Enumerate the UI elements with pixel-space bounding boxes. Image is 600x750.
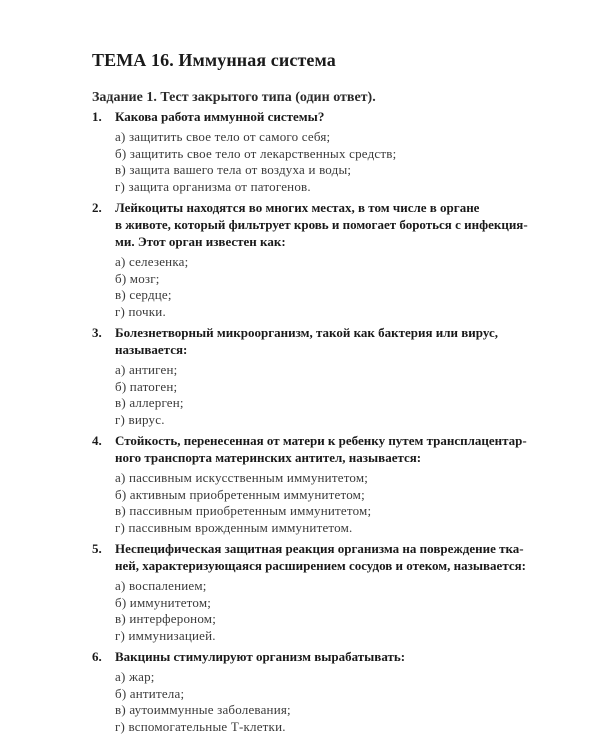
question-text-line: Стойкость, перенесенная от матери к ребенку путем трансплацентар- (115, 433, 527, 448)
answer-option: в) аллерген; (115, 395, 184, 410)
question-text-line: Болезнетворный микроорганизм, такой как бактерия или вирус, (115, 325, 498, 340)
question-4 (92, 432, 532, 536)
question-5 (92, 540, 532, 644)
answer-option: а) жар; (115, 669, 155, 684)
question-text-line: Вакцины стимулируют организм вырабатывать: (115, 649, 406, 664)
question-list (92, 108, 532, 739)
question-2 (92, 199, 532, 320)
question-number: 2. (92, 200, 102, 215)
question-text (115, 648, 405, 665)
question-text (115, 432, 527, 466)
question-text-line: Лейкоциты находятся во многих местах, в том числе в органе (115, 200, 480, 215)
question-text (115, 199, 528, 250)
question-text-line: называется: (115, 342, 188, 357)
answer-option: б) активным приобретенным иммунитетом; (115, 486, 365, 502)
question-header (92, 648, 532, 665)
question-text (115, 108, 324, 125)
answer-options (115, 470, 532, 536)
answer-options (115, 362, 532, 428)
question-6 (92, 648, 532, 735)
question-header (92, 199, 532, 250)
question-text-line: ного транспорта материнских антител, называется: (115, 450, 422, 465)
question-1 (92, 108, 532, 195)
answer-option: г) пассивным врожденным иммунитетом. (115, 519, 353, 535)
question-text-line: ми. Этот орган известен как: (115, 234, 286, 249)
question-3 (92, 324, 532, 428)
answer-option: в) сердце; (115, 287, 172, 302)
question-number: 4. (92, 433, 102, 448)
question-header (92, 432, 532, 466)
answer-option: в) защита вашего тела от воздуха и воды; (115, 162, 352, 177)
answer-options (115, 578, 532, 644)
answer-option: г) вирус. (115, 411, 165, 427)
answer-option: б) мозг; (115, 270, 160, 286)
answer-option: а) пассивным искусственным иммунитетом; (115, 470, 369, 485)
question-text-line: в животе, который фильтрует кровь и помогает бороться с инфекция- (115, 217, 528, 232)
question-header (92, 540, 532, 574)
question-text-line: ней, характеризующаяся расширением сосудов и отеком, называется: (115, 558, 526, 573)
answer-option: г) почки. (115, 303, 166, 319)
question-text-line: Какова работа иммунной системы? (115, 109, 325, 124)
answer-option: в) аутоиммунные заболевания; (115, 702, 291, 717)
answer-option: а) воспалением; (115, 578, 207, 593)
answer-option: б) патоген; (115, 378, 178, 394)
answer-option: в) интерфероном; (115, 611, 217, 626)
answer-option: б) иммунитетом; (115, 594, 212, 610)
question-text-line: Неспецифическая защитная реакция организма на повреждение тка- (115, 541, 524, 556)
answer-option: а) селезенка; (115, 254, 189, 269)
question-number: 5. (92, 541, 102, 556)
question-number: 1. (92, 109, 102, 124)
question-number: 3. (92, 325, 102, 340)
question-text (115, 324, 498, 358)
answer-option: а) защитить свое тело от самого себя; (115, 129, 331, 144)
question-number: 6. (92, 649, 102, 664)
answer-option: а) антиген; (115, 362, 178, 377)
answer-options (115, 129, 532, 195)
answer-option: г) иммунизацией. (115, 627, 216, 643)
answer-options (115, 669, 532, 735)
page-title: ТЕМА 16. Иммунная система (92, 50, 336, 70)
answer-option: б) защитить свое тело от лекарственных средств; (115, 145, 397, 161)
answer-option: г) защита организма от патогенов. (115, 178, 311, 194)
answer-option: г) вспомогательные Т-клетки. (115, 718, 286, 734)
answer-option: б) антитела; (115, 685, 185, 701)
question-header (92, 108, 532, 125)
question-header (92, 324, 532, 358)
question-text (115, 540, 526, 574)
answer-option: в) пассивным приобретенным иммунитетом; (115, 503, 372, 518)
answer-options (115, 254, 532, 320)
task-heading: Задание 1. Тест закрытого типа (один ответ). (92, 90, 376, 105)
